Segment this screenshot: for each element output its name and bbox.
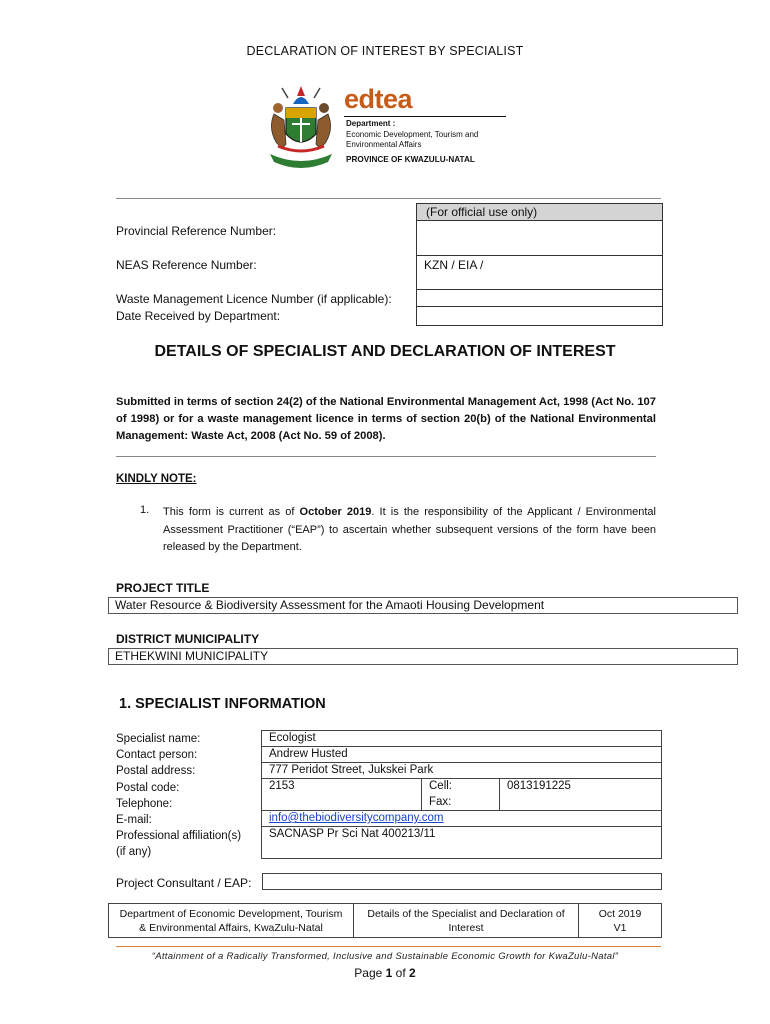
dept-name: Economic Development, Tourism and Environmental Affairs <box>346 130 479 149</box>
email-link[interactable]: info@thebiodiversitycompany.com <box>269 812 444 824</box>
official-use-header: (For official use only) <box>417 204 662 221</box>
waste-licence-label: Waste Management Licence Number (if applicable): <box>116 292 392 306</box>
page-prefix: Page <box>354 966 386 980</box>
cell-label: Cell: <box>429 780 453 792</box>
affiliation-label: Professional affiliation(s) <box>116 830 242 843</box>
neas-ref-value: KZN / EIA / <box>424 258 484 272</box>
table-row <box>262 827 661 858</box>
edtea-wordmark: edtea <box>344 84 413 114</box>
affiliation-note-label: (if any) <box>116 846 152 859</box>
cell-field[interactable]: 0813191225 <box>507 780 571 792</box>
neas-ref-field[interactable] <box>417 256 662 290</box>
footer-version-cell <box>579 904 661 937</box>
footer-date: Oct 2019 <box>598 908 642 920</box>
note-text-before: This form is current as of <box>163 506 300 518</box>
postal-code-field[interactable]: 2153 <box>262 779 422 810</box>
specialist-info-heading: 1. SPECIALIST INFORMATION <box>119 696 326 712</box>
note-text-after: . It is the responsibility of the Applicant / Environmental Assessment Practitioner (“EAP”) to ascertain whether subsequent versions of the form have been released by the Department. <box>163 506 656 553</box>
provincial-ref-field[interactable] <box>417 221 662 256</box>
footer-rule <box>116 946 661 947</box>
submitted-statement: Submitted in terms of section 24(2) of the National Environmental Management Act, 1998 (Act No. 107 of 1998) or for a waste management licence in terms of section 20(b) of the National Environmental Management: Waste Act, 2008 (Act No. 59 of 2008). <box>116 396 656 442</box>
note-number: 1. <box>140 504 150 516</box>
specialist-name-field[interactable]: Ecologist <box>269 732 316 744</box>
kindly-note-heading: KINDLY NOTE: <box>116 473 197 485</box>
footer-table <box>108 903 662 938</box>
table-row <box>262 763 661 779</box>
divider <box>116 198 661 199</box>
consultant-label: Project Consultant / EAP: <box>116 876 252 890</box>
contact-values <box>500 779 661 810</box>
neas-ref-label: NEAS Reference Number: <box>116 258 257 272</box>
consultant-field[interactable] <box>262 873 662 890</box>
table-row <box>262 747 661 763</box>
footer-department: Department of Economic Development, Tourism & Environmental Affairs, KwaZulu-Natal <box>109 904 354 937</box>
project-title-label: PROJECT TITLE <box>116 581 210 595</box>
specialist-name-label: Specialist name: <box>116 733 201 745</box>
page-current: 1 <box>385 966 393 980</box>
contact-labels <box>422 779 500 810</box>
dept-label: Department : <box>346 119 396 128</box>
date-received-field[interactable] <box>417 307 662 324</box>
page-total: 2 <box>409 966 416 980</box>
note-date: October 2019 <box>299 506 372 518</box>
waste-licence-field[interactable] <box>417 290 662 307</box>
contact-person-field[interactable]: Andrew Husted <box>269 748 348 760</box>
fax-label: Fax: <box>429 796 452 808</box>
note-text <box>163 504 656 557</box>
section-title: DETAILS OF SPECIALIST AND DECLARATION OF INTEREST <box>154 343 616 360</box>
postal-address-field[interactable]: 777 Peridot Street, Jukskei Park <box>269 764 434 776</box>
specialist-table <box>261 730 662 859</box>
page-number <box>0 966 770 980</box>
table-row <box>262 731 661 747</box>
footer-version: V1 <box>613 922 627 934</box>
provincial-ref-label: Provincial Reference Number: <box>116 224 277 238</box>
district-field[interactable]: ETHEKWINI MUNICIPALITY <box>108 648 738 665</box>
footer-doc-title: Details of the Specialist and Declaration of Interest <box>354 904 579 937</box>
province-name: PROVINCE OF KWAZULU-NATAL <box>346 155 475 164</box>
project-title-field[interactable]: Water Resource & Biodiversity Assessment for the Amaoti Housing Development <box>108 597 738 614</box>
email-field[interactable] <box>262 811 661 826</box>
document-header: DECLARATION OF INTEREST BY SPECIALIST <box>246 44 524 58</box>
contact-person-label: Contact person: <box>116 749 198 762</box>
official-use-box <box>416 203 663 326</box>
kzn-coat-of-arms-icon <box>262 84 340 168</box>
table-row <box>262 811 661 827</box>
affiliation-field[interactable]: SACNASP Pr Sci Nat 400213/11 <box>269 828 436 840</box>
specialist-labels <box>116 731 241 861</box>
divider <box>116 456 656 457</box>
footer-slogan: “Attainment of a Radically Transformed, Inclusive and Sustainable Economic Growth for KwaZulu-Natal” <box>151 951 619 962</box>
telephone-label: Telephone: <box>116 797 173 810</box>
date-received-label: Date Received by Department: <box>116 309 281 323</box>
district-label: DISTRICT MUNICIPALITY <box>116 632 260 646</box>
fax-field[interactable] <box>507 795 661 810</box>
postal-code-label: Postal code: <box>116 781 180 794</box>
table-row <box>262 779 661 811</box>
page-of: of <box>392 966 410 980</box>
email-label: E-mail: <box>116 814 152 827</box>
postal-address-label: Postal address: <box>116 765 196 778</box>
logo-rule <box>344 116 506 117</box>
